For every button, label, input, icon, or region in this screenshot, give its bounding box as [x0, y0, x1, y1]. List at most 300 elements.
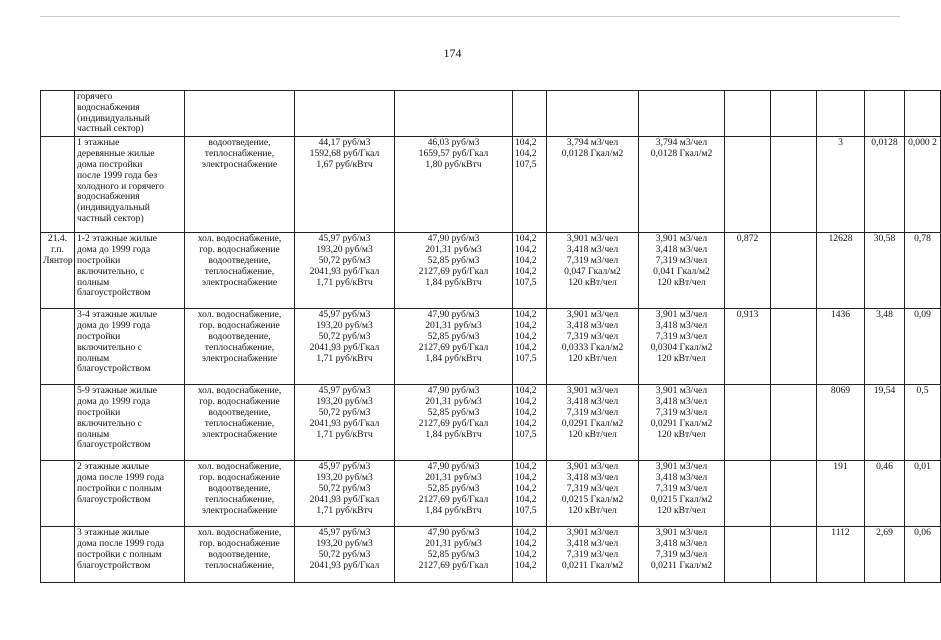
cell-line: 2127,69 руб/Гкал [418, 265, 489, 277]
settlement-cell [41, 461, 75, 527]
cell-line: 2127,69 руб/Гкал [418, 341, 489, 353]
cell-line: 50,72 руб/м3 [318, 406, 371, 418]
cell-line: дома до 1999 года [77, 244, 151, 256]
cell-line: дома до 1999 года [77, 396, 151, 408]
index-cell [513, 461, 547, 527]
norm-after-cell [639, 461, 725, 527]
cell-line: г.п. [51, 244, 64, 256]
cell-line: 3,901 м3/чел [566, 385, 619, 397]
cell-line: 1,71 руб/кВтч [316, 352, 373, 364]
coefficient-cell: 0,913 [725, 309, 771, 385]
cell-line: 3,418 м3/чел [655, 538, 708, 550]
cell-line: 104,2 [515, 417, 537, 429]
cell-line: 104,2 [515, 461, 537, 473]
table-row [41, 527, 941, 583]
cell-line: 50,72 руб/м3 [318, 254, 371, 266]
tariff-before-cell [295, 233, 395, 309]
population-cell: 1436 [817, 309, 865, 385]
cell-line: 1,71 руб/кВтч [316, 504, 373, 516]
cell-line: 2041,93 руб/Гкал [309, 341, 380, 353]
cell-line: дома до 1999 года [77, 320, 151, 332]
cell-line: горячего [77, 91, 113, 102]
cell-line: 0,0211 Гкал/м2 [561, 559, 624, 571]
cell-line: 2127,69 руб/Гкал [418, 417, 489, 429]
cell-line: 3,901 м3/чел [566, 309, 619, 321]
cell-line: 7,319 м3/чел [566, 406, 619, 418]
cell-line: благоустройством [77, 363, 151, 375]
tariff-before-cell [295, 527, 395, 583]
blank-cell [771, 233, 817, 309]
share-cell: 0,5 [905, 385, 941, 461]
housing-type-cell [75, 137, 185, 233]
cell-line: 1-2 этажные жилые [77, 233, 157, 245]
cell-line: 104,2 [515, 527, 537, 539]
tariff-before-cell [295, 91, 395, 137]
cell-line: 120 кВт/чел [657, 428, 706, 440]
scan-artifact-line [40, 16, 900, 17]
norm-after-cell [639, 385, 725, 461]
table-row [41, 309, 941, 385]
settlement-cell [41, 91, 75, 137]
cell-line: 1,67 руб/кВтч [316, 158, 373, 170]
percent-cell: 3,48 [865, 309, 905, 385]
tariff-after-cell [395, 91, 513, 137]
norm-before-cell [547, 91, 639, 137]
cell-line: электроснабжение [201, 276, 278, 288]
cell-line: 120 кВт/чел [568, 428, 617, 440]
services-cell [185, 527, 295, 583]
cell-line: (индивидуальный [77, 202, 150, 214]
cell-line: 104,2 [515, 320, 537, 332]
blank-cell [771, 137, 817, 233]
cell-line: постройки с полным [77, 482, 162, 494]
cell-line: теплоснабжение, [204, 559, 275, 571]
norm-before-cell [547, 233, 639, 309]
cell-line: Лянтор [43, 254, 73, 266]
norm-before-cell [547, 137, 639, 233]
norm-before-cell [547, 461, 639, 527]
cell-line: 1,84 руб/кВтч [425, 276, 482, 288]
norm-after-cell [639, 233, 725, 309]
cell-line: электроснабжение [201, 504, 278, 516]
cell-line: 104,2 [515, 548, 537, 560]
norm-before-cell [547, 385, 639, 461]
cell-line: благоустройством [77, 287, 151, 299]
cell-line: 193,20 руб/м3 [316, 472, 373, 484]
cell-line: дома после 1999 года [77, 472, 164, 484]
cell-line: 3,901 м3/чел [566, 233, 619, 245]
housing-type-cell [75, 309, 185, 385]
cell-line: 104,2 [515, 233, 537, 245]
population-cell [817, 91, 865, 137]
cell-line: 21.4. [47, 233, 68, 245]
cell-line: 3,418 м3/чел [655, 396, 708, 408]
cell-line: 107,5 [515, 276, 537, 288]
cell-line: 201,31 руб/м3 [425, 320, 482, 332]
blank-cell [771, 91, 817, 137]
cell-line: 5-9 этажные жилые [77, 385, 157, 397]
cell-line: 201,31 руб/м3 [425, 244, 482, 256]
population-cell: 1112 [817, 527, 865, 583]
population-cell: 3 [817, 137, 865, 233]
cell-line: 104,2 [515, 265, 537, 277]
settlement-cell [41, 527, 75, 583]
cell-line: 0,041 Гкал/м2 [653, 265, 710, 277]
cell-line: 7,319 м3/чел [566, 330, 619, 342]
services-cell [185, 137, 295, 233]
share-cell: 0,01 [905, 461, 941, 527]
cell-line: 47,90 руб/м3 [427, 233, 480, 245]
cell-line: хол. водоснабжение, [197, 527, 282, 539]
percent-cell: 2,69 [865, 527, 905, 583]
cell-line: 3-4 этажные жилые [77, 309, 157, 321]
cell-line: теплоснабжение, [204, 417, 275, 429]
cell-line: электроснабжение [201, 428, 278, 440]
cell-line: 193,20 руб/м3 [316, 320, 373, 332]
share-cell [905, 91, 941, 137]
cell-line: дома постройки [77, 158, 143, 170]
cell-line: 1,80 руб/кВтч [425, 158, 482, 170]
cell-line: постройки [77, 406, 121, 418]
blank-cell [771, 461, 817, 527]
cell-line: водоотведение, [208, 406, 271, 418]
index-cell [513, 527, 547, 583]
tariff-before-cell [295, 461, 395, 527]
cell-line: 2 этажные жилые [77, 461, 150, 473]
table-row [41, 233, 941, 309]
percent-cell: 30,58 [865, 233, 905, 309]
cell-line: 104,2 [515, 493, 537, 505]
percent-cell [865, 91, 905, 137]
cell-line: 3,901 м3/чел [655, 527, 708, 539]
tariff-before-cell [295, 309, 395, 385]
cell-line: 1,71 руб/кВтч [316, 276, 373, 288]
cell-line: 3,901 м3/чел [566, 461, 619, 473]
cell-line: водоотведение, [208, 137, 271, 149]
cell-line: 3,794 м3/чел [655, 137, 708, 149]
cell-line: 3,418 м3/чел [566, 396, 619, 408]
percent-cell: 0,0128 [865, 137, 905, 233]
cell-line: 47,90 руб/м3 [427, 527, 480, 539]
share-cell: 0,06 [905, 527, 941, 583]
cell-line: теплоснабжение, [204, 493, 275, 505]
cell-line: 104,2 [515, 137, 537, 149]
population-cell: 12628 [817, 233, 865, 309]
cell-line: 1,84 руб/кВтч [425, 428, 482, 440]
settlement-cell [41, 137, 75, 233]
tariff-after-cell [395, 137, 513, 233]
cell-line: включительно, с [77, 265, 145, 277]
cell-line: водоотведение, [208, 548, 271, 560]
cell-line: 1,84 руб/кВтч [425, 352, 482, 364]
cell-line: 2127,69 руб/Гкал [418, 559, 489, 571]
table-row [41, 461, 941, 527]
cell-line: хол. водоснабжение, [197, 385, 282, 397]
settlement-cell [41, 309, 75, 385]
cell-line: 0,0304 Гкал/м2 [650, 341, 713, 353]
cell-line: 104,2 [515, 148, 537, 160]
cell-line: гор. водоснабжение [199, 244, 280, 256]
cell-line: 107,5 [515, 158, 537, 170]
cell-line: 104,2 [515, 406, 537, 418]
cell-line: 47,90 руб/м3 [427, 461, 480, 473]
table-row [41, 385, 941, 461]
cell-line: 3,418 м3/чел [566, 538, 619, 550]
cell-line: 52,85 руб/м3 [427, 482, 480, 494]
cell-line: 120 кВт/чел [568, 352, 617, 364]
cell-line: 107,5 [515, 352, 537, 364]
blank-cell [771, 309, 817, 385]
cell-line: постройки [77, 254, 121, 266]
cell-line: 120 кВт/чел [657, 276, 706, 288]
cell-line: 2041,93 руб/Гкал [309, 265, 380, 277]
cell-line: 120 кВт/чел [657, 504, 706, 516]
index-cell [513, 233, 547, 309]
cell-line: теплоснабжение, [204, 148, 275, 160]
coefficient-cell [725, 385, 771, 461]
services-cell [185, 91, 295, 137]
cell-line: 104,2 [515, 341, 537, 353]
population-cell: 191 [817, 461, 865, 527]
cell-line: 104,2 [515, 254, 537, 266]
percent-cell: 19,54 [865, 385, 905, 461]
cell-line: 104,2 [515, 559, 537, 571]
cell-line: 50,72 руб/м3 [318, 330, 371, 342]
norm-after-cell [639, 137, 725, 233]
cell-line: гор. водоснабжение [199, 472, 280, 484]
cell-line: 104,2 [515, 482, 537, 494]
cell-line: 3,418 м3/чел [655, 244, 708, 256]
tariff-after-cell [395, 233, 513, 309]
cell-line: полным [77, 352, 110, 364]
cell-line: 7,319 м3/чел [566, 548, 619, 560]
cell-line: электроснабжение [201, 352, 278, 364]
cell-line: 45,97 руб/м3 [318, 527, 371, 539]
cell-line: 193,20 руб/м3 [316, 244, 373, 256]
norm-after-cell [639, 309, 725, 385]
tariff-table [40, 90, 941, 583]
cell-line: холодного и горячего [77, 180, 164, 192]
blank-cell [771, 385, 817, 461]
cell-line: полным [77, 428, 110, 440]
cell-line: 0,0211 Гкал/м2 [650, 559, 713, 571]
cell-line: 1,71 руб/кВтч [316, 428, 373, 440]
cell-line: 2127,69 руб/Гкал [418, 493, 489, 505]
cell-line: частный сектор) [77, 213, 144, 225]
cell-line: 3,418 м3/чел [566, 244, 619, 256]
coefficient-cell [725, 527, 771, 583]
cell-line: 7,319 м3/чел [566, 482, 619, 494]
cell-line: 1592,68 руб/Гкал [309, 148, 380, 160]
cell-line: 3,901 м3/чел [655, 233, 708, 245]
index-cell [513, 385, 547, 461]
cell-line: 3,901 м3/чел [655, 461, 708, 473]
cell-line: 104,2 [515, 330, 537, 342]
tariff-after-cell [395, 527, 513, 583]
housing-type-cell [75, 233, 185, 309]
norm-after-cell [639, 527, 725, 583]
cell-line: (индивидуальный [77, 112, 150, 124]
coefficient-cell [725, 137, 771, 233]
table-row [41, 137, 941, 233]
cell-line: дома после 1999 года [77, 538, 164, 550]
cell-line: 104,2 [515, 244, 537, 256]
norm-after-cell [639, 91, 725, 137]
norm-before-cell [547, 309, 639, 385]
cell-line: 45,97 руб/м3 [318, 461, 371, 473]
cell-line: 3,418 м3/чел [655, 320, 708, 332]
cell-line: 120 кВт/чел [568, 276, 617, 288]
coefficient-cell: 0,872 [725, 233, 771, 309]
cell-line: 3,901 м3/чел [655, 309, 708, 321]
cell-line: 46,03 руб/м3 [427, 137, 480, 149]
settlement-cell [41, 385, 75, 461]
cell-line: водоотведение, [208, 330, 271, 342]
cell-line: 7,319 м3/чел [655, 254, 708, 266]
cell-line: 2041,93 руб/Гкал [309, 417, 380, 429]
cell-line: 201,31 руб/м3 [425, 472, 482, 484]
share-cell: 0,78 [905, 233, 941, 309]
tariff-after-cell [395, 461, 513, 527]
settlement-cell [41, 233, 75, 309]
cell-line: 104,2 [515, 472, 537, 484]
cell-line: водоснабжения [77, 191, 140, 203]
coefficient-cell [725, 91, 771, 137]
blank-cell [771, 527, 817, 583]
cell-line: электроснабжение [201, 158, 278, 170]
cell-line: 104,2 [515, 538, 537, 550]
cell-line: постройки с полным [77, 548, 162, 560]
cell-line: 47,90 руб/м3 [427, 385, 480, 397]
cell-line: водоотведение, [208, 482, 271, 494]
page-number: 174 [443, 46, 462, 60]
cell-line: 3,901 м3/чел [566, 527, 619, 539]
housing-type-cell [75, 385, 185, 461]
cell-line: 7,319 м3/чел [655, 482, 708, 494]
cell-line: 201,31 руб/м3 [425, 396, 482, 408]
cell-line: 0,0291 Гкал/м2 [561, 417, 624, 429]
cell-line: 3,418 м3/чел [566, 320, 619, 332]
cell-line: 120 кВт/чел [568, 504, 617, 516]
norm-before-cell [547, 527, 639, 583]
cell-line: 52,85 руб/м3 [427, 406, 480, 418]
cell-line: гор. водоснабжение [199, 396, 280, 408]
cell-line: 104,2 [515, 396, 537, 408]
cell-line: 50,72 руб/м3 [318, 548, 371, 560]
cell-line: благоустройством [77, 559, 151, 571]
cell-line: 107,5 [515, 504, 537, 516]
services-cell [185, 385, 295, 461]
share-cell: 0,000 2 [905, 137, 941, 233]
cell-line: 3 этажные жилые [77, 527, 150, 539]
cell-line: 47,90 руб/м3 [427, 309, 480, 321]
cell-line: 7,319 м3/чел [655, 548, 708, 560]
cell-line: 104,2 [515, 309, 537, 321]
cell-line: 52,85 руб/м3 [427, 330, 480, 342]
cell-line: благоустройством [77, 439, 151, 451]
housing-type-cell [75, 91, 185, 137]
cell-line: 0,0215 Гкал/м2 [650, 493, 713, 505]
index-cell [513, 91, 547, 137]
cell-line: 45,97 руб/м3 [318, 309, 371, 321]
cell-line: 52,85 руб/м3 [427, 548, 480, 560]
cell-line: 7,319 м3/чел [566, 254, 619, 266]
index-cell [513, 309, 547, 385]
cell-line: 3,418 м3/чел [655, 472, 708, 484]
cell-line: 45,97 руб/м3 [318, 233, 371, 245]
cell-line: 0,0291 Гкал/м2 [650, 417, 713, 429]
cell-line: 107,5 [515, 428, 537, 440]
cell-line: после 1999 года без [77, 169, 158, 181]
cell-line: хол. водоснабжение, [197, 233, 282, 245]
cell-line: гор. водоснабжение [199, 320, 280, 332]
cell-line: деревянные жилые [77, 148, 155, 160]
coefficient-cell [725, 461, 771, 527]
cell-line: 193,20 руб/м3 [316, 538, 373, 550]
percent-cell: 0,46 [865, 461, 905, 527]
cell-line: 3,418 м3/чел [566, 472, 619, 484]
housing-type-cell [75, 461, 185, 527]
cell-line: 1 этажные [77, 137, 120, 149]
cell-line: 0,0333 Гкал/м2 [561, 341, 624, 353]
cell-line: хол. водоснабжение, [197, 309, 282, 321]
cell-line: 45,97 руб/м3 [318, 385, 371, 397]
table-row [41, 91, 941, 137]
housing-type-cell [75, 527, 185, 583]
cell-line: теплоснабжение, [204, 265, 275, 277]
tariff-after-cell [395, 385, 513, 461]
cell-line: 7,319 м3/чел [655, 406, 708, 418]
tariff-before-cell [295, 385, 395, 461]
cell-line: 0,0128 Гкал/м2 [650, 148, 713, 160]
cell-line: 1659,57 руб/Гкал [418, 148, 489, 160]
cell-line: 0,047 Гкал/м2 [564, 265, 621, 277]
cell-line: гор. водоснабжение [199, 538, 280, 550]
share-cell: 0,09 [905, 309, 941, 385]
services-cell [185, 309, 295, 385]
cell-line: хол. водоснабжение, [197, 461, 282, 473]
cell-line: 2041,93 руб/Гкал [309, 559, 380, 571]
cell-line: благоустройством [77, 493, 151, 505]
cell-line: водоснабжения [77, 101, 140, 113]
tariff-before-cell [295, 137, 395, 233]
cell-line: 104,2 [515, 385, 537, 397]
cell-line: 44,17 руб/м3 [318, 137, 371, 149]
cell-line: частный сектор) [77, 123, 144, 135]
cell-line: 7,319 м3/чел [655, 330, 708, 342]
tariff-after-cell [395, 309, 513, 385]
cell-line: 0,0128 Гкал/м2 [561, 148, 624, 160]
services-cell [185, 233, 295, 309]
index-cell [513, 137, 547, 233]
cell-line: 2041,93 руб/Гкал [309, 493, 380, 505]
cell-line: 3,901 м3/чел [655, 385, 708, 397]
cell-line: 50,72 руб/м3 [318, 482, 371, 494]
cell-line: 193,20 руб/м3 [316, 396, 373, 408]
cell-line: полным [77, 276, 110, 288]
cell-line: 1,84 руб/кВтч [425, 504, 482, 516]
cell-line: 52,85 руб/м3 [427, 254, 480, 266]
cell-line: водоотведение, [208, 254, 271, 266]
cell-line: включительно с [77, 417, 142, 429]
cell-line: 201,31 руб/м3 [425, 538, 482, 550]
services-cell [185, 461, 295, 527]
cell-line: постройки [77, 330, 121, 342]
cell-line: 120 кВт/чел [657, 352, 706, 364]
cell-line: 3,794 м3/чел [566, 137, 619, 149]
cell-line: теплоснабжение, [204, 341, 275, 353]
cell-line: включительно с [77, 341, 142, 353]
